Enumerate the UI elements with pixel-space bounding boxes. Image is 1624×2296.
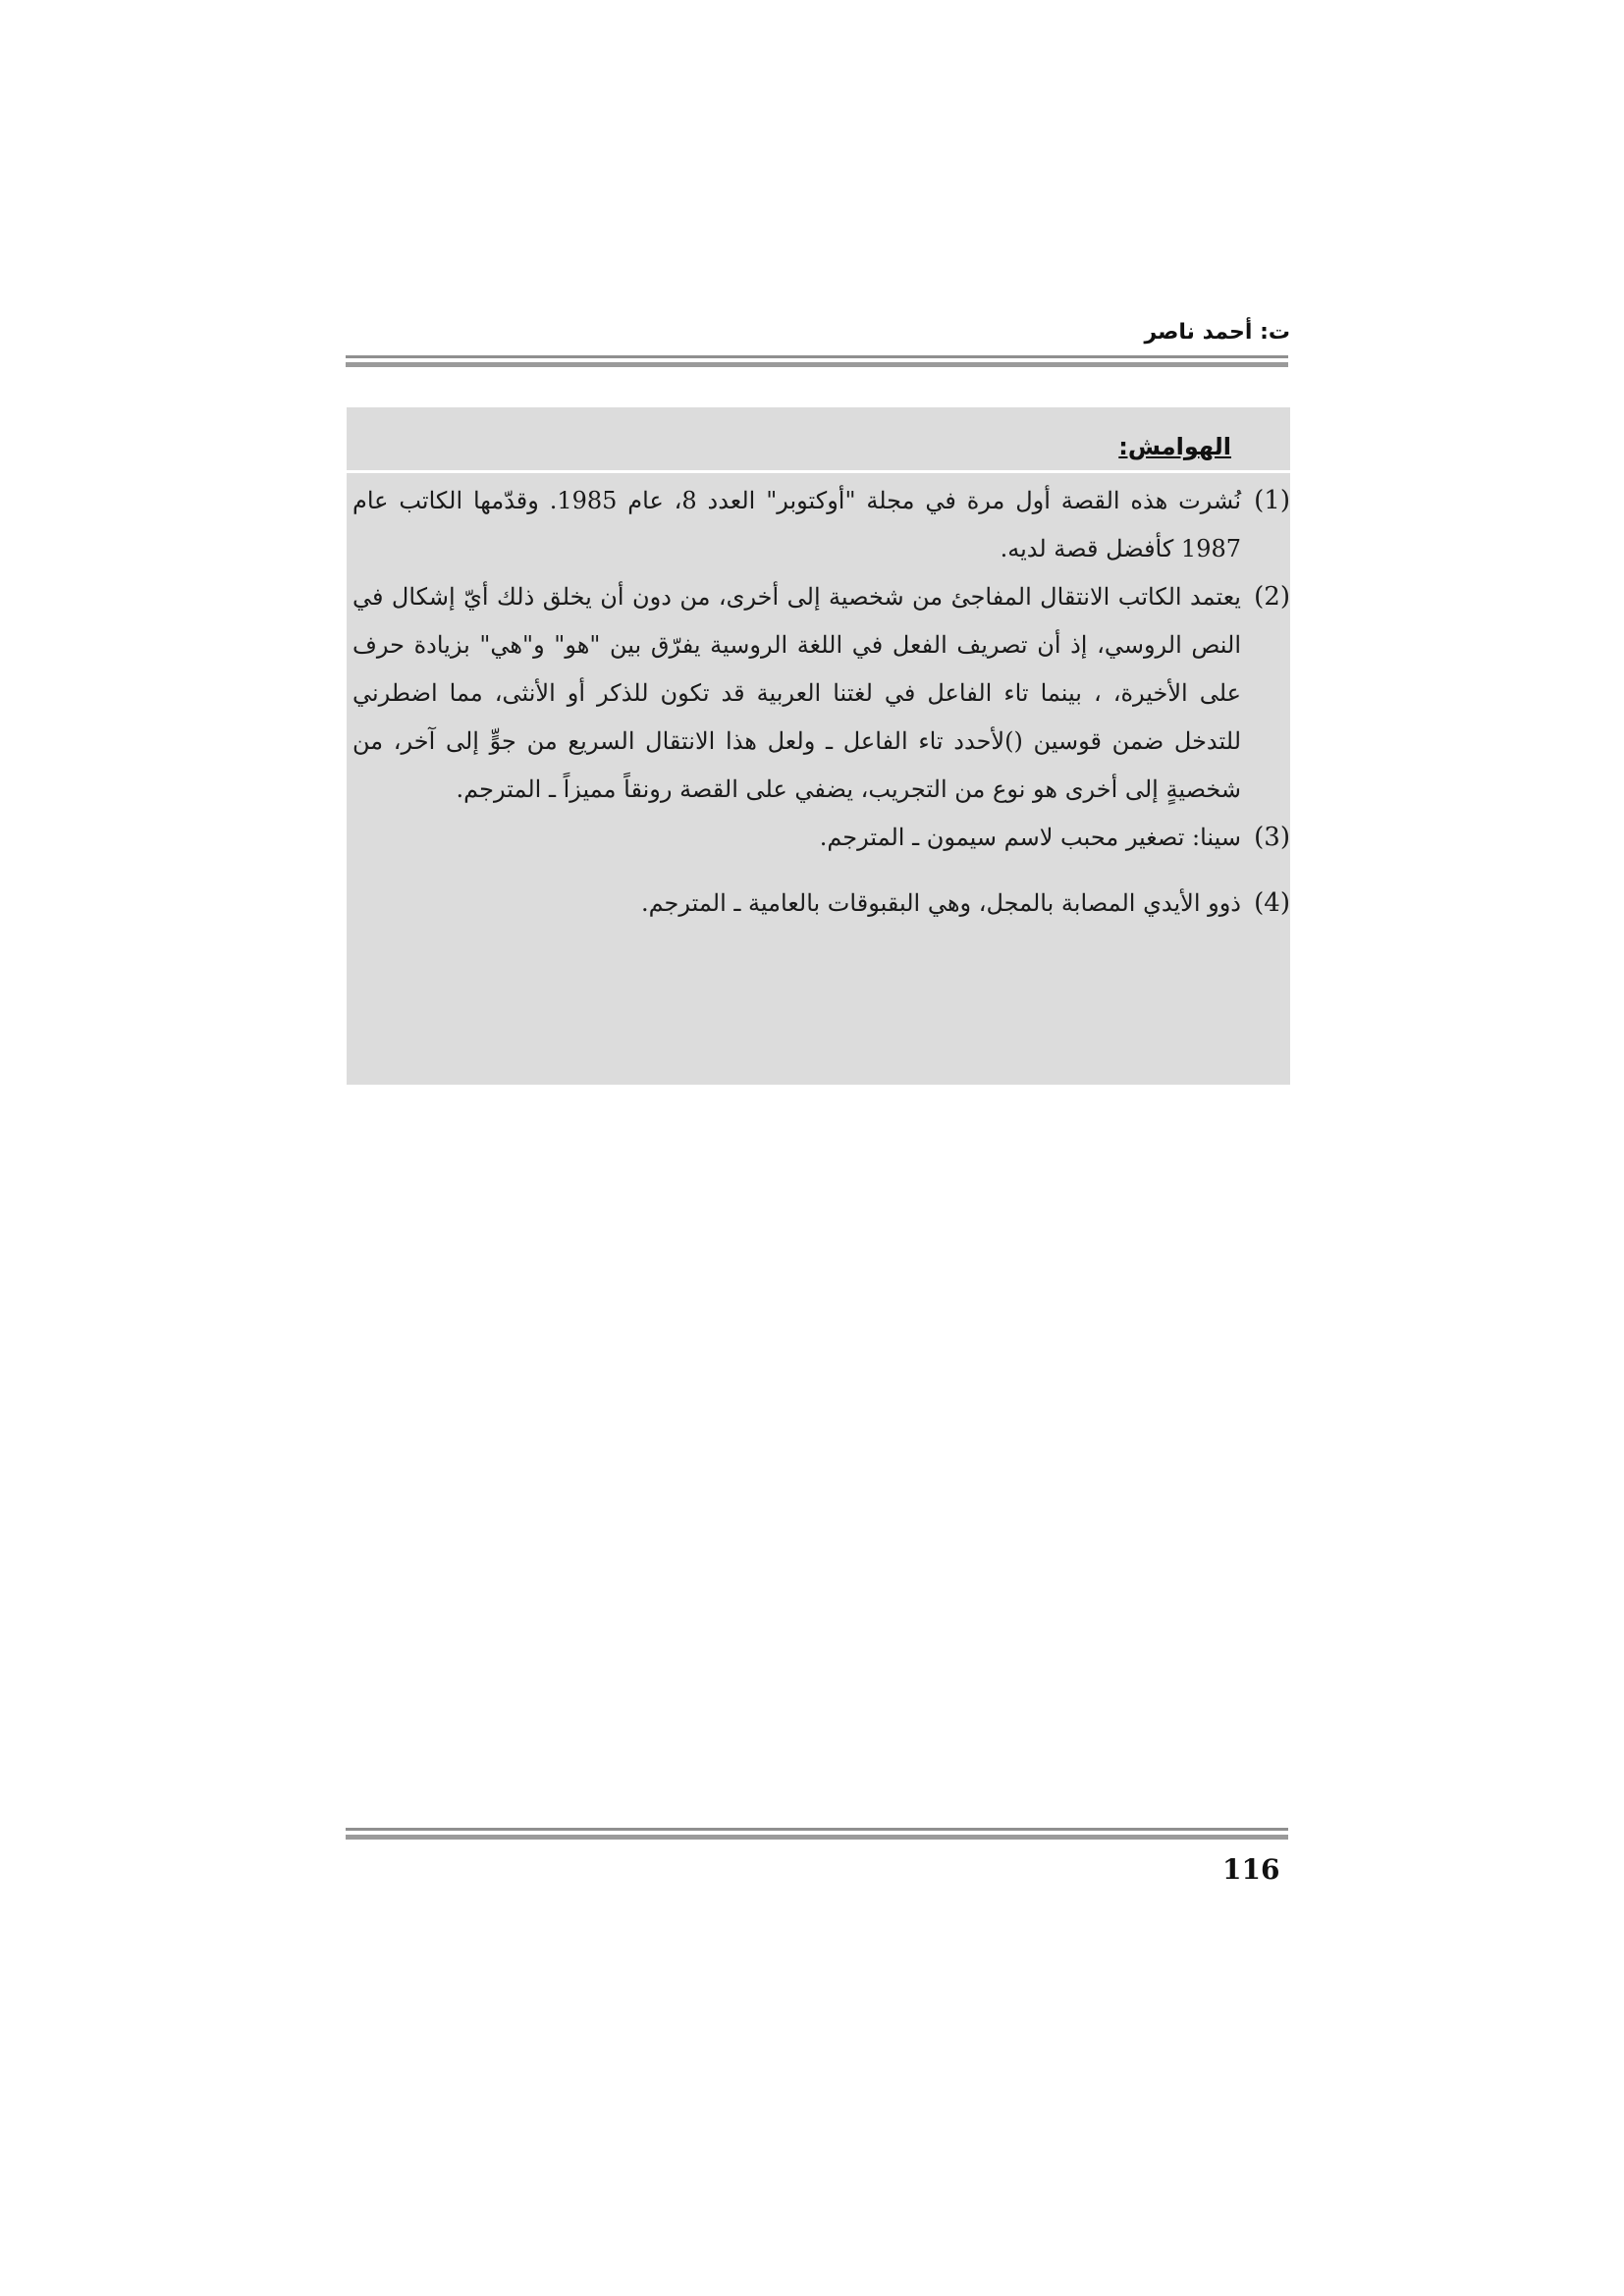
footnotes-divider	[347, 470, 1290, 473]
footnote-3	[347, 814, 1290, 862]
footnote-text: سينا: تصغير محبب لاسم سيمون ـ المترجم.	[819, 824, 1241, 851]
running-header: ت: أحمد ناصر	[1144, 320, 1290, 345]
footnote-number: (2)	[1254, 582, 1290, 612]
footnotes-section	[347, 407, 1290, 1085]
footnote-text: يعتمد الكاتب الانتقال المفاجئ من شخصية إلى أخرى، من دون أن يخلق ذلك أيّ إشكال في النص الروسي، إذ أن تصريف الفعل في اللغة الروسية يفرّق بين "هو" و"هي" بزيادة حرف على الأخيرة، ، بينما تاء الفاعل في لغتنا العربية قد تكون للذكر أو الأنثى، مما اضطرني للتدخل ضمن قوسين ()لأحدد تاء الفاعل ـ ولعل هذا الانتقال السريع من جوٍّ إلى آخر، من شخصيةٍ إلى أخرى هو نوع من التجريب، يضفي على القصة رونقاً مميزاً ـ المترجم.	[352, 583, 1242, 803]
footnote-2	[347, 573, 1290, 814]
footnote-number: (1)	[1254, 486, 1290, 515]
header-rule	[346, 355, 1288, 367]
page-number: 116	[1222, 1853, 1280, 1886]
footnote-number: (3)	[1254, 823, 1290, 852]
footnote-4	[347, 880, 1290, 928]
footnote-1	[347, 477, 1290, 573]
footnote-text: نُشرت هذه القصة أول مرة في مجلة "أوكتوبر" العدد 8، عام 1985. وقدّمها الكاتب عام 1987 كأفضل قصة لديه.	[352, 487, 1242, 562]
footer-rule	[346, 1828, 1288, 1840]
footnote-text: ذوو الأيدي المصابة بالمجل، وهي البقبوقات بالعامية ـ المترجم.	[640, 889, 1241, 917]
footnotes-title: الهوامش:	[1118, 433, 1231, 460]
footnote-number: (4)	[1254, 888, 1290, 918]
